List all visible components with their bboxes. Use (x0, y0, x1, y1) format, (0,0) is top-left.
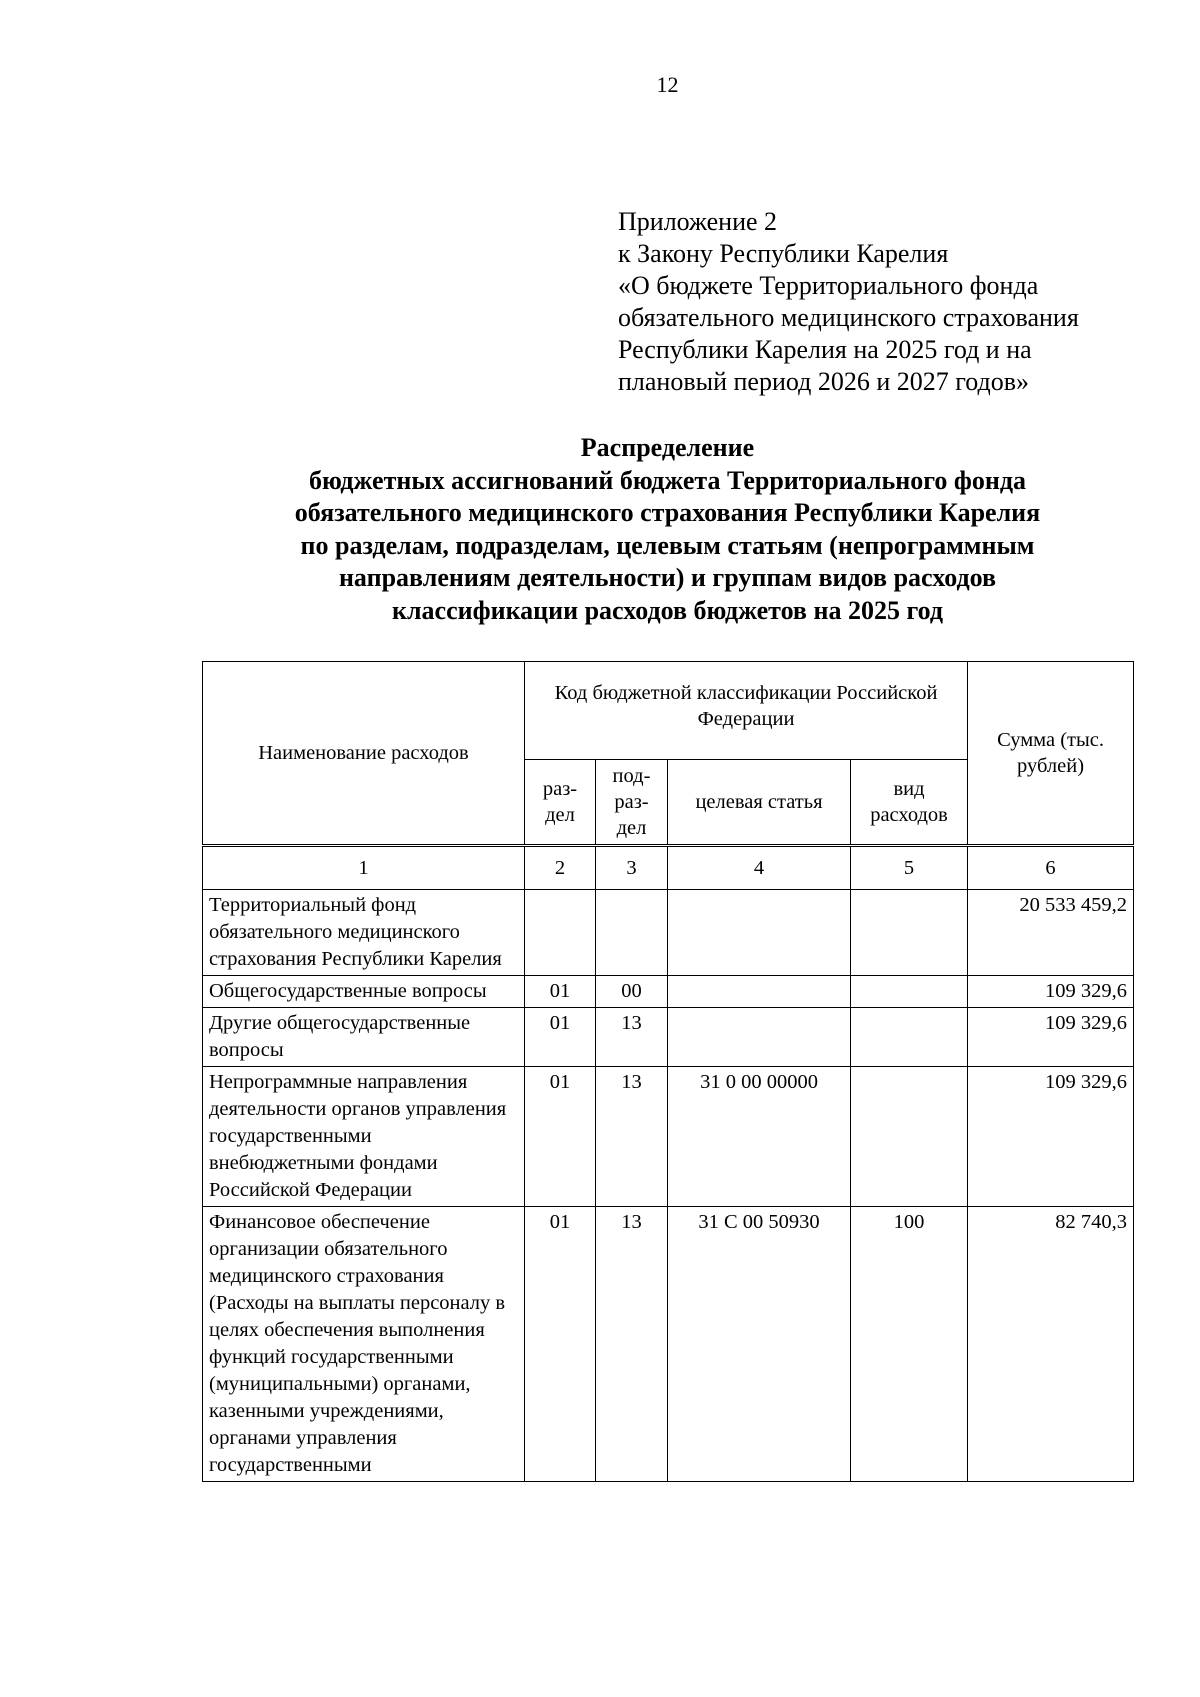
table-row (203, 1207, 1134, 1482)
subsection-cell: 00 (596, 976, 668, 1008)
appendix-line: Республики Карелия на 2025 год и на (618, 335, 1032, 364)
section-cell: 01 (525, 1207, 596, 1482)
header-budget-code-group: Код бюджетной классификации Российской Федерации (525, 662, 968, 760)
column-number: 4 (668, 846, 851, 890)
sum-cell: 109 329,6 (968, 976, 1134, 1008)
header-target-article: целевая статья (668, 760, 851, 846)
appendix-line: плановый период 2026 и 2027 годов» (618, 367, 1030, 396)
expense-type-cell (851, 1008, 968, 1067)
header-subsection: под- раз- дел (596, 760, 668, 846)
title-line: по разделам, подразделам, целевым статьям (непрограммным (300, 530, 1035, 560)
title-line: направлениям деятельности) и группам видов расходов (338, 563, 997, 592)
expense-name-cell: Другие общегосударственные вопросы (203, 1008, 525, 1067)
target-article-cell (668, 976, 851, 1008)
sum-cell: 20 533 459,2 (968, 890, 1134, 976)
subsection-cell (596, 890, 668, 976)
target-article-cell (668, 890, 851, 976)
section-cell: 01 (525, 1008, 596, 1067)
subsection-cell: 13 (596, 1008, 668, 1067)
header-expense-type: вид расходов (851, 760, 968, 846)
header-sum: Сумма (тыс. рублей) (968, 662, 1134, 846)
table-row (203, 976, 1134, 1008)
header-section: раз- дел (525, 760, 596, 846)
expense-type-cell: 100 (851, 1207, 968, 1482)
subsection-cell: 13 (596, 1067, 668, 1207)
title-line: бюджетных ассигнований бюджета Территориального фонда (309, 465, 1026, 495)
appendix-line: Приложение 2 (618, 207, 778, 236)
expense-name-cell: Территориальный фонд обязательного медицинского страхования Республики Карелия (203, 890, 525, 976)
table-row (203, 890, 1134, 976)
sum-cell: 82 740,3 (968, 1207, 1134, 1482)
appendix-line: обязательного медицинского страхования (618, 303, 1079, 332)
title-line: Распределение (580, 433, 755, 462)
page-number: 12 (656, 72, 679, 97)
appendix-line: к Закону Республики Карелия (618, 239, 949, 268)
column-number: 1 (203, 846, 525, 890)
target-article-cell: 31 С 00 50930 (668, 1207, 851, 1482)
expense-type-cell (851, 890, 968, 976)
table-row (203, 1067, 1134, 1207)
sum-cell: 109 329,6 (968, 1008, 1134, 1067)
expense-name-cell: Финансовое обеспечение организации обязательного медицинского страхования (Расходы на выплаты персоналу в целях обеспечения выполнения функций государственными (муниципальными) органами, казенными учреждениями, органами управления государственными (203, 1207, 525, 1482)
column-number: 3 (596, 846, 668, 890)
target-article-cell (668, 1008, 851, 1067)
target-article-cell: 31 0 00 00000 (668, 1067, 851, 1207)
expense-name-cell: Общегосударственные вопросы (203, 976, 525, 1008)
sum-cell: 109 329,6 (968, 1067, 1134, 1207)
column-number: 5 (851, 846, 968, 890)
table-row (203, 1008, 1134, 1067)
appendix-reference (618, 206, 1178, 398)
section-cell (525, 890, 596, 976)
appendix-line: «О бюджете Территориального фонда (618, 271, 1039, 300)
column-number: 2 (525, 846, 596, 890)
budget-allocation-table (202, 661, 1134, 1482)
document-title (150, 432, 1185, 627)
header-expense-name: Наименование расходов (203, 662, 525, 846)
expense-type-cell (851, 1067, 968, 1207)
column-number-row (203, 846, 1134, 890)
column-number: 6 (968, 846, 1134, 890)
subsection-cell: 13 (596, 1207, 668, 1482)
section-cell: 01 (525, 976, 596, 1008)
title-line: обязательного медицинского страхования Республики Карелия (294, 498, 1041, 527)
section-cell: 01 (525, 1067, 596, 1207)
expense-name-cell: Непрограммные направления деятельности органов управления государственными внебюджетными фондами Российской Федерации (203, 1067, 525, 1207)
expense-type-cell (851, 976, 968, 1008)
title-line: классификации расходов бюджетов на 2025 год (391, 595, 944, 625)
